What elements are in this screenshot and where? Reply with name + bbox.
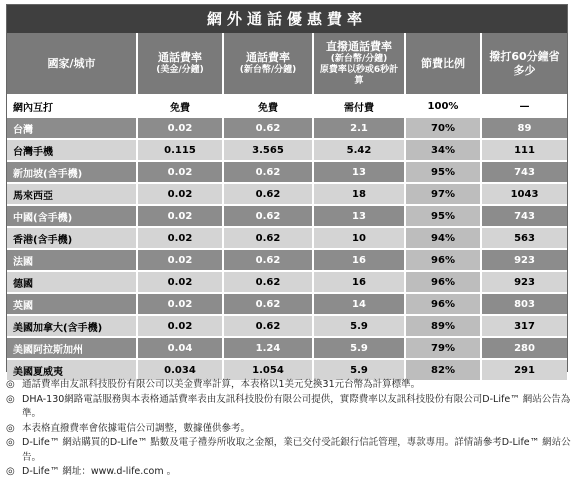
footnote: ◎ 通話費率由友訊科技股份有限公司以美金費率計算，本表格以1美元兌換31元台幣為計算標準。 (6, 378, 571, 393)
table-row (7, 337, 567, 359)
direct-rate-cell: 5.9 (313, 315, 405, 337)
footnotes (6, 378, 571, 480)
table-row (7, 161, 567, 183)
usd-rate-cell: 0.02 (137, 205, 223, 227)
footnote: ◎ DHA-130網路電話服務與本表格通話費率表由友訊科技股份有限公司提供，實際費率以友訊科技股份有限公司D-Life™ 網站公告為準。 (6, 393, 571, 422)
twd-rate-cell: 3.565 (223, 139, 313, 161)
savings-ratio-cell: 97% (405, 183, 481, 205)
savings-ratio-cell: 96% (405, 293, 481, 315)
twd-rate-cell: 0.62 (223, 315, 313, 337)
bullet-icon: ◎ (6, 422, 15, 434)
header-savings-ratio: 節費比例 (405, 33, 481, 95)
table-row (7, 139, 567, 161)
usd-rate-cell: 0.02 (137, 183, 223, 205)
savings-60min-cell: 803 (481, 293, 567, 315)
savings-60min-cell: 743 (481, 205, 567, 227)
table-row (7, 315, 567, 337)
savings-ratio-cell: 34% (405, 139, 481, 161)
table-row (7, 117, 567, 139)
direct-rate-cell: 10 (313, 227, 405, 249)
usd-rate-cell: 0.04 (137, 337, 223, 359)
savings-ratio-cell: 100% (405, 95, 481, 117)
header-twd-rate: 通話費率 (新台幣/分鐘) (223, 33, 313, 95)
header-savings-60min: 撥打60分鐘省多少 (481, 33, 567, 95)
direct-rate-cell: 16 (313, 271, 405, 293)
direct-rate-cell: 13 (313, 205, 405, 227)
table-row (7, 95, 567, 117)
country-cell: 美國夏威夷 (7, 359, 137, 380)
country-cell: 新加坡(含手機) (7, 161, 137, 183)
usd-rate-cell: 免費 (137, 95, 223, 117)
direct-rate-cell: 5.42 (313, 139, 405, 161)
direct-rate-cell: 2.1 (313, 117, 405, 139)
savings-ratio-cell: 96% (405, 249, 481, 271)
twd-rate-cell: 0.62 (223, 183, 313, 205)
bullet-icon: ◎ (6, 393, 15, 405)
savings-60min-cell: 317 (481, 315, 567, 337)
savings-ratio-cell: 95% (405, 205, 481, 227)
savings-60min-cell: 743 (481, 161, 567, 183)
twd-rate-cell: 0.62 (223, 117, 313, 139)
savings-60min-cell: 563 (481, 227, 567, 249)
direct-rate-cell: 18 (313, 183, 405, 205)
usd-rate-cell: 0.02 (137, 161, 223, 183)
country-cell: 美國阿拉斯加州 (7, 337, 137, 359)
usd-rate-cell: 0.115 (137, 139, 223, 161)
bullet-icon: ◎ (6, 466, 15, 477)
savings-ratio-cell: 89% (405, 315, 481, 337)
twd-rate-cell: 0.62 (223, 271, 313, 293)
savings-60min-cell: 280 (481, 337, 567, 359)
usd-rate-cell: 0.02 (137, 315, 223, 337)
savings-ratio-cell: 95% (405, 161, 481, 183)
country-cell: 台灣 (7, 117, 137, 139)
table-row (7, 227, 567, 249)
usd-rate-cell: 0.034 (137, 359, 223, 380)
savings-60min-cell: 291 (481, 359, 567, 380)
savings-60min-cell: 89 (481, 117, 567, 139)
direct-rate-cell: 14 (313, 293, 405, 315)
savings-ratio-cell: 94% (405, 227, 481, 249)
bullet-icon: ◎ (6, 379, 15, 390)
table-row (7, 271, 567, 293)
table-header-row (7, 33, 567, 95)
twd-rate-cell: 免費 (223, 95, 313, 117)
country-cell: 香港(含手機) (7, 227, 137, 249)
direct-rate-cell: 5.9 (313, 337, 405, 359)
table-row (7, 205, 567, 227)
twd-rate-cell: 1.054 (223, 359, 313, 380)
usd-rate-cell: 0.02 (137, 249, 223, 271)
bullet-icon: ◎ (6, 437, 15, 448)
twd-rate-cell: 0.62 (223, 205, 313, 227)
savings-ratio-cell: 79% (405, 337, 481, 359)
twd-rate-cell: 0.62 (223, 293, 313, 315)
savings-ratio-cell: 82% (405, 359, 481, 380)
savings-60min-cell: 1043 (481, 183, 567, 205)
usd-rate-cell: 0.02 (137, 227, 223, 249)
savings-ratio-cell: 96% (405, 271, 481, 293)
country-cell: 台灣手機 (7, 139, 137, 161)
header-direct-rate: 直撥通話費率 (新台幣/分鐘) 原費率以秒或6秒計算 (313, 33, 405, 95)
twd-rate-cell: 0.62 (223, 161, 313, 183)
direct-rate-cell: 需付費 (313, 95, 405, 117)
table-title: 網外通話優惠費率 (7, 5, 567, 33)
savings-60min-cell: 111 (481, 139, 567, 161)
country-cell: 德國 (7, 271, 137, 293)
footnote: ◎ 本表格直撥費率會依據電信公司調整，數據僅供參考。 (6, 422, 571, 437)
direct-rate-cell: 5.9 (313, 359, 405, 380)
usd-rate-cell: 0.02 (137, 271, 223, 293)
twd-rate-cell: 0.62 (223, 249, 313, 271)
rate-table-panel (6, 4, 568, 378)
savings-60min-cell: 923 (481, 271, 567, 293)
direct-rate-cell: 16 (313, 249, 405, 271)
header-country: 國家/城市 (7, 33, 137, 95)
country-cell: 法國 (7, 249, 137, 271)
country-cell: 美國加拿大(含手機) (7, 315, 137, 337)
twd-rate-cell: 1.24 (223, 337, 313, 359)
footnote: ◎ D-Life™ 網站購買的D-Life™ 點數及電子禮券所收取之金額，業已交付受託銀行信託管理，專款專用。詳情請參考D-Life™ 網站公告。 (6, 436, 571, 465)
savings-ratio-cell: 70% (405, 117, 481, 139)
rate-table (7, 33, 567, 380)
table-row (7, 249, 567, 271)
table-row (7, 293, 567, 315)
country-cell: 英國 (7, 293, 137, 315)
savings-60min-cell: 923 (481, 249, 567, 271)
twd-rate-cell: 0.62 (223, 227, 313, 249)
direct-rate-cell: 13 (313, 161, 405, 183)
table-row (7, 359, 567, 380)
usd-rate-cell: 0.02 (137, 293, 223, 315)
footnote: ◎ D-Life™ 網址：www.d-life.com 。 (6, 465, 571, 480)
usd-rate-cell: 0.02 (137, 117, 223, 139)
header-usd-rate: 通話費率 (美金/分鐘) (137, 33, 223, 95)
table-row (7, 183, 567, 205)
country-cell: 馬來西亞 (7, 183, 137, 205)
country-cell: 網內互打 (7, 95, 137, 117)
savings-60min-cell: — (481, 95, 567, 117)
country-cell: 中國(含手機) (7, 205, 137, 227)
